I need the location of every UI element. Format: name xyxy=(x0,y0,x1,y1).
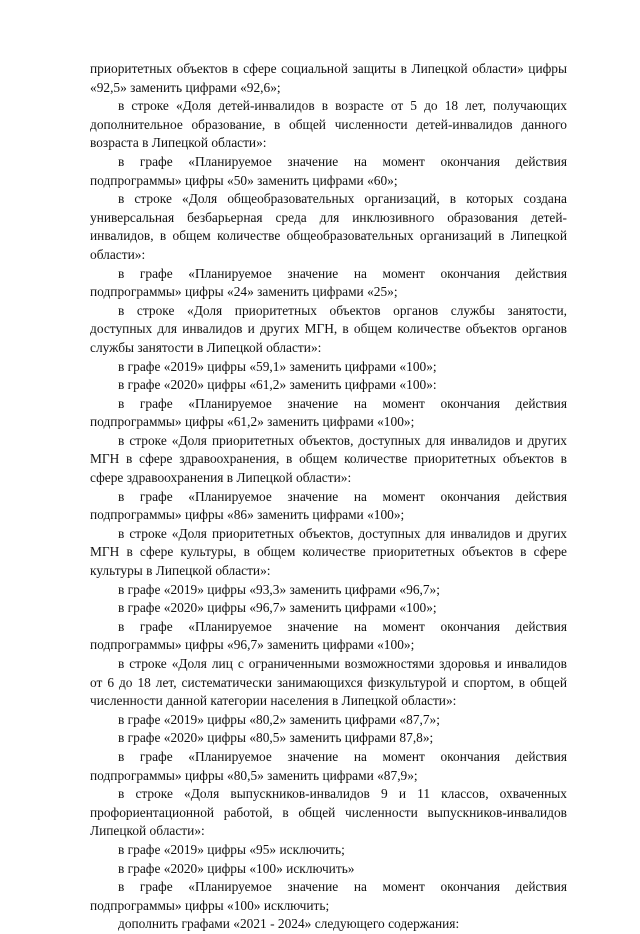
text-paragraph: в графе «2019» цифры «59,1» заменить цифрами «100»; xyxy=(118,358,437,374)
text-paragraph: в графе «2020» цифры «61,2» заменить цифрами «100»: xyxy=(118,377,437,393)
text-paragraph: в графе «Планируемое значение на момент окончания действия подпрограммы» цифры «96,7» заменить цифрами «100»; xyxy=(90,618,567,653)
text-paragraph: в графе «2020» цифры «80,5» заменить цифрами 87,8»; xyxy=(118,730,434,746)
text-paragraph: в графе «2020» цифры «100» исключить» xyxy=(118,860,355,876)
text-paragraph: в строке «Доля приоритетных объектов, доступных для инвалидов и других МГН в сфере здравоохранения, в общем количестве приоритетных объектов в сфере здравоохранения в Липецкой области»: xyxy=(90,432,567,486)
text-paragraph: в графе «Планируемое значение на момент окончания действия подпрограммы» цифры «61,2» заменить цифрами «100»; xyxy=(90,395,567,430)
text-paragraph: в графе «Планируемое значение на момент окончания действия подпрограммы» цифры «24» заменить цифрами «25»; xyxy=(90,265,567,300)
text-paragraph: в строке «Доля лиц с ограниченными возможностями здоровья и инвалидов от 6 до 18 лет, систематически занимающихся физкультурой и спортом, в общей численности данной категории населения в Липецкой области»: xyxy=(90,656,567,709)
text-paragraph: в графе «Планируемое значение на момент окончания действия подпрограммы» цифры «100» исключить; xyxy=(90,879,567,913)
text-paragraph: в строке «Доля приоритетных объектов органов службы занятости, доступных для инвалидов и других МГН, в общем количестве объектов органов службы занятости в Липецкой области»: xyxy=(90,302,567,355)
text-paragraph: в строке «Доля общеобразовательных организаций, в которых создана универсальная безбарьерная среда для инклюзивного образования детей-инвалидов, в общем количестве общеобразовательных организаций в Липецкой области»: xyxy=(90,191,567,262)
text-paragraph: в графе «2019» цифры «93,3» заменить цифрами «96,7»; xyxy=(118,581,440,597)
text-paragraph: приоритетных объектов в сфере социальной защиты в Липецкой области» цифры «92,5» заменить цифрами «92,6»; xyxy=(90,61,567,95)
text-paragraph: в графе «Планируемое значение на момент окончания действия подпрограммы» цифры «80,5» заменить цифрами «87,9»; xyxy=(90,748,567,783)
text-paragraph: в строке «Доля выпускников-инвалидов 9 и 11 классов, охваченных профориентационной работой, в общей численности выпускников-инвалидов Липецкой области»: xyxy=(90,786,567,839)
document-page xyxy=(90,60,567,934)
text-paragraph: в графе «Планируемое значение на момент окончания действия подпрограммы» цифры «86» заменить цифрами «100»; xyxy=(90,488,567,523)
text-paragraph: в графе «2020» цифры «96,7» заменить цифрами «100»; xyxy=(118,600,437,616)
text-paragraph: в графе «2019» цифры «80,2» заменить цифрами «87,7»; xyxy=(118,711,440,727)
text-paragraph: в графе «2019» цифры «95» исключить; xyxy=(118,841,345,857)
text-paragraph: в графе «Планируемое значение на момент окончания действия подпрограммы» цифры «50» заменить цифрами «60»; xyxy=(90,153,567,188)
text-paragraph: в строке «Доля детей-инвалидов в возрасте от 5 до 18 лет, получающих дополнительное образование, в общей численности детей-инвалидов данного возраста в Липецкой области»: xyxy=(90,98,567,151)
text-paragraph: в строке «Доля приоритетных объектов, доступных для инвалидов и других МГН в сфере культуры, в общем количестве приоритетных объектов в сфере культуры в Липецкой области»: xyxy=(90,525,567,579)
text-paragraph: дополнить графами «2021 - 2024» следующего содержания: xyxy=(118,916,460,932)
